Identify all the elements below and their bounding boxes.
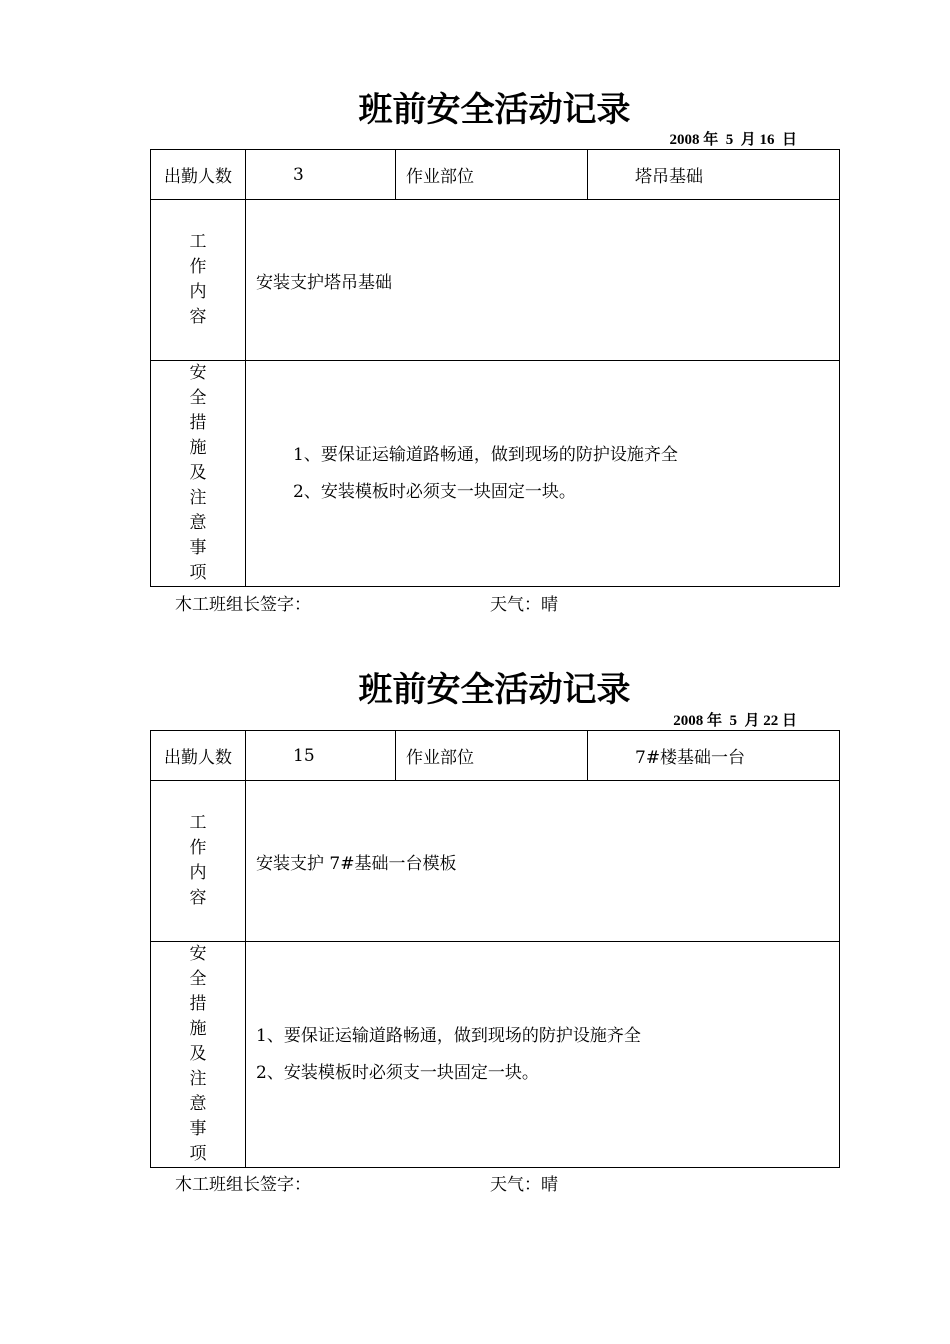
record-table: [150, 149, 840, 587]
safety-item: 1、要保证运输道路畅通，做到现场的防护设施齐全: [256, 1025, 641, 1046]
attendance-value: 15: [246, 731, 396, 781]
weather: 天气：晴: [490, 595, 558, 615]
weather: 天气：晴: [490, 1175, 558, 1195]
record-date: 2008 年 5 月 16 日: [669, 132, 797, 148]
attendance-label: 出勤人数: [151, 150, 246, 200]
safety-item: 2、安装模板时必须支一块固定一块。: [256, 1062, 539, 1083]
safety-measures: [246, 361, 840, 587]
record-table: [150, 730, 840, 1168]
record-title: 班前安全活动记录: [358, 670, 631, 710]
work-content: 安装支护塔吊基础: [246, 200, 840, 361]
safety-measures-label: 安 全 措 施 及 注 意 事 项: [151, 942, 246, 1168]
location-label: 作业部位: [396, 731, 588, 781]
attendance-value: 3: [246, 150, 396, 200]
safety-item: 1、要保证运输道路畅通，做到现场的防护设施齐全: [293, 444, 678, 465]
record-date: 2008 年 5 月 22 日: [673, 713, 797, 729]
record-1: [150, 80, 839, 620]
signature-label: 木工班组长签字：: [175, 1175, 311, 1195]
record-title: 班前安全活动记录: [358, 90, 631, 130]
safety-measures: [246, 942, 840, 1168]
location-label: 作业部位: [396, 150, 588, 200]
safety-measures-label: 安 全 措 施 及 注 意 事 项: [151, 361, 246, 587]
record-2: [150, 660, 839, 1200]
safety-item: 2、安装模板时必须支一块固定一块。: [293, 481, 576, 502]
work-content: 安装支护 7#基础一台模板: [246, 781, 840, 942]
work-content-label: 工 作 内 容: [151, 781, 246, 942]
location-value: 7#楼基础一台: [588, 731, 840, 781]
work-content-label: 工 作 内 容: [151, 200, 246, 361]
signature-label: 木工班组长签字：: [175, 595, 311, 615]
attendance-label: 出勤人数: [151, 731, 246, 781]
location-value: 塔吊基础: [588, 150, 840, 200]
